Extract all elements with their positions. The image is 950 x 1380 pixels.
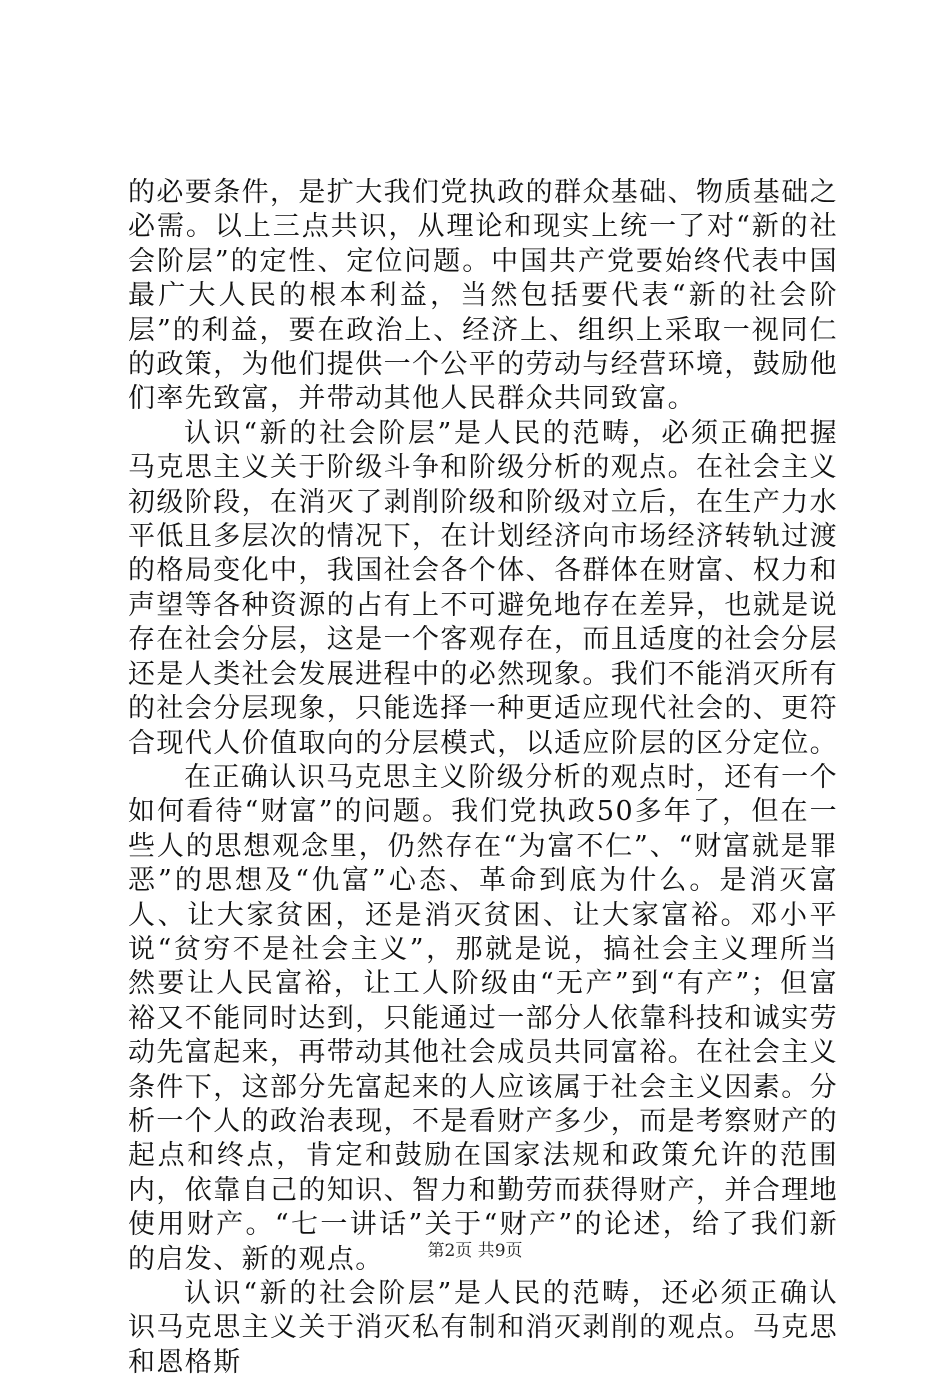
paragraph-3: 在正确认识马克思主义阶级分析的观点时，还有一个如何看待“财富”的问题。我们党执政50多年了，但在一些人的思想观念里，仍然存在“为富不仁”、“财富就是罪恶”的思想及“仇富”心态、革命到底为什么。是消灭富人、让大家贫困，还是消灭贫困、让大家富裕。邓小平说“贫穷不是社会主义”，那就是说，搞社会主义理所当然要让人民富裕，让工人阶级由“无产”到“有产”；但富裕又不能同时达到，只能通过一部分人依靠科技和诚实劳动先富起来，再带动其他社会成员共同富裕。在社会主义条件下，这部分先富起来的人应该属于社会主义因素。分析一个人的政治表现，不是看财产多少，而是考察财产的起点和终点，肯定和鼓励在国家法规和政策允许的范围内，依靠自己的知识、智力和勤劳而获得财产，并合理地使用财产。“七一讲话”关于“财产”的论述，给了我们新的启发、新的观点。 [128,761,838,1275]
paragraph-2: 认识“新的社会阶层”是人民的范畴，必须正确把握马克思主义关于阶级斗争和阶级分析的观点。在社会主义初级阶段，在消灭了剥削阶级和阶级对立后，在生产力水平低且多层次的情况下，在计划经济向市场经济转轨过渡的格局变化中，我国社会各个体、各群体在财富、权力和声望等各种资源的占有上不可避免地存在差异，也就是说存在社会分层，这是一个客观存在，而且适度的社会分层还是人类社会发展进程中的必然现象。我们不能消灭所有的社会分层现象，只能选择一种更适应现代社会的、更符合现代人价值取向的分层模式，以适应阶层的区分定位。 [128,417,838,759]
body-text [128,176,838,1380]
paragraph-1: 的必要条件，是扩大我们党执政的群众基础、物质基础之必需。以上三点共识，从理论和现实上统一了对“新的社会阶层”的定性、定位问题。中国共产党要始终代表中国最广大人民的根本利益，当然包括要代表“新的社会阶层”的利益，要在政治上、经济上、组织上采取一视同仁的政策，为他们提供一个公平的劳动与经营环境，鼓励他们率先致富，并带动其他人民群众共同致富。 [128,177,838,415]
paragraph-4: 认识“新的社会阶层”是人民的范畴，还必须正确认识马克思主义关于消灭私有制和消灭剥削的观点。马克思和恩格斯 [128,1278,838,1378]
page-number-footer: 第2页 共9页 [427,1241,523,1261]
